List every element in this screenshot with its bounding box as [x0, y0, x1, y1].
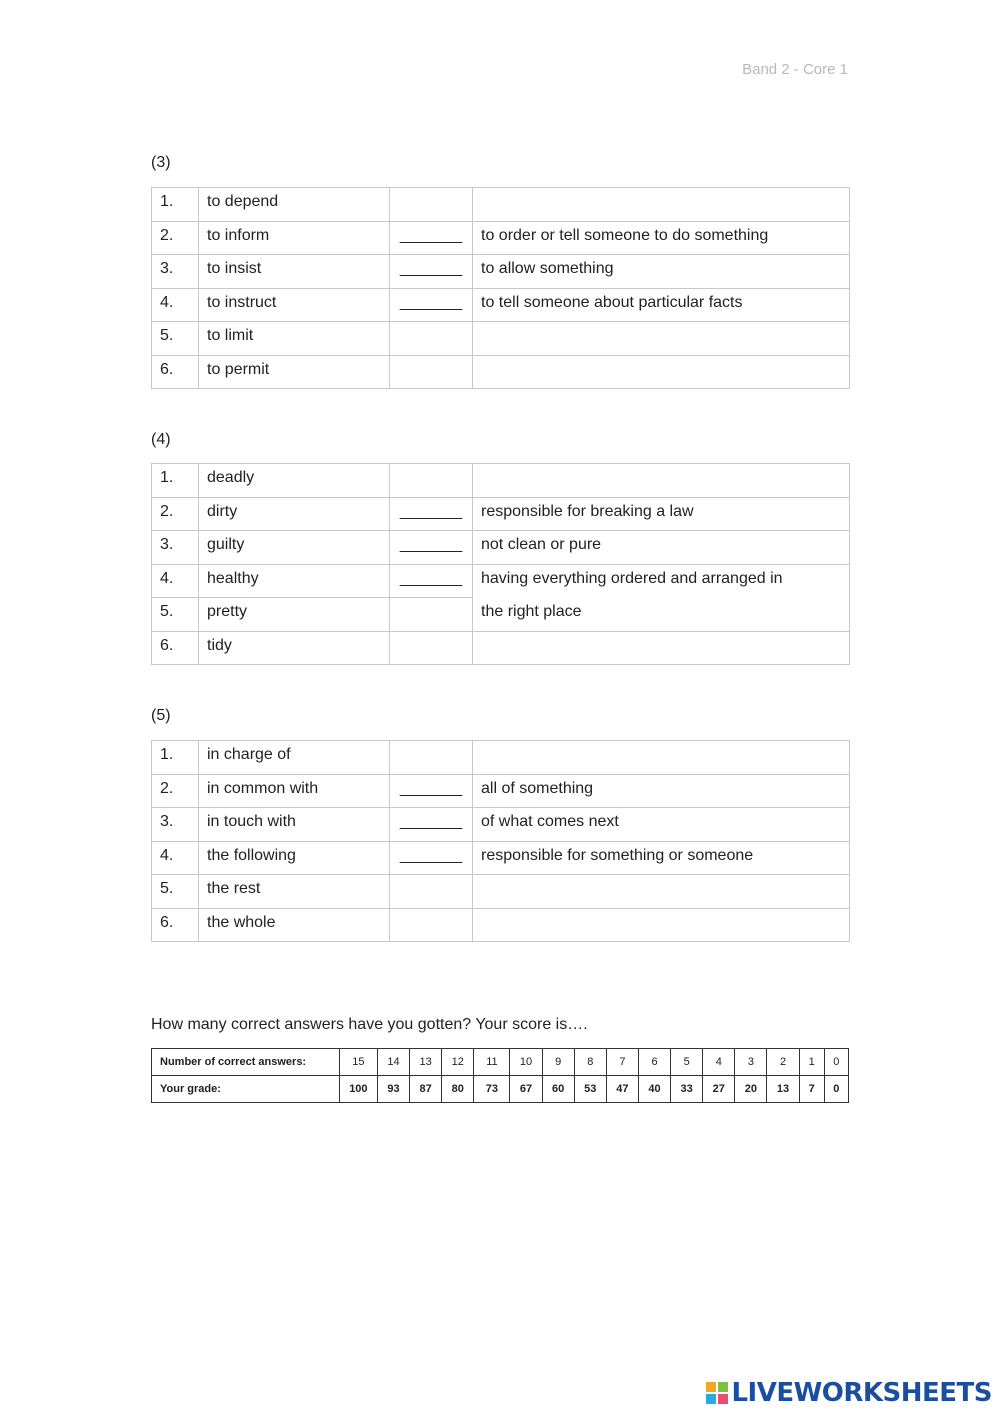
table-row [152, 808, 850, 842]
definition [473, 741, 850, 775]
term: healthy [199, 564, 390, 598]
page-header: Band 2 - Core 1 [742, 61, 848, 78]
section-label-5: (5) [151, 707, 171, 724]
definition: to order or tell someone to do something [473, 221, 850, 255]
definition: responsible for breaking a law [473, 497, 850, 531]
table-row [152, 497, 850, 531]
answer-count: 9 [542, 1049, 574, 1076]
term: to permit [199, 355, 390, 389]
answer-blank[interactable]: _______ [390, 288, 473, 322]
definition: to tell someone about particular facts [473, 288, 850, 322]
grade-value: 20 [735, 1076, 767, 1103]
term: to depend [199, 188, 390, 222]
answer-blank[interactable]: _______ [390, 808, 473, 842]
grade-value: 53 [574, 1076, 606, 1103]
score-grades-row [152, 1076, 849, 1103]
answer-blank[interactable]: _______ [390, 531, 473, 565]
row-number: 1. [152, 464, 199, 498]
answer-count: 12 [442, 1049, 474, 1076]
definition [473, 631, 850, 665]
answer-count: 13 [410, 1049, 442, 1076]
answers-label: Number of correct answers: [152, 1049, 340, 1076]
answer-blank [390, 322, 473, 356]
answer-count: 0 [824, 1049, 848, 1076]
grade-value: 100 [339, 1076, 377, 1103]
answer-blank[interactable]: _______ [390, 841, 473, 875]
row-number: 3. [152, 808, 199, 842]
score-question: How many correct answers have you gotten? Your score is…. [151, 1016, 588, 1033]
table-row [152, 221, 850, 255]
grade-value: 93 [377, 1076, 409, 1103]
definition [473, 355, 850, 389]
row-number: 6. [152, 355, 199, 389]
answer-blank [390, 741, 473, 775]
answer-blank[interactable]: _______ [390, 497, 473, 531]
table-row [152, 464, 850, 498]
grade-label: Your grade: [152, 1076, 340, 1103]
table-row [152, 355, 850, 389]
answer-count: 4 [703, 1049, 735, 1076]
grade-value: 47 [606, 1076, 638, 1103]
term: pretty [199, 598, 390, 632]
definition: the right place [473, 598, 850, 632]
answer-count: 1 [799, 1049, 824, 1076]
table-row [152, 531, 850, 565]
definition: having everything ordered and arranged in [473, 564, 850, 598]
answer-blank [390, 631, 473, 665]
row-number: 3. [152, 531, 199, 565]
row-number: 2. [152, 497, 199, 531]
answer-count: 8 [574, 1049, 606, 1076]
definition [473, 464, 850, 498]
row-number: 5. [152, 875, 199, 909]
term: tidy [199, 631, 390, 665]
answer-count: 15 [339, 1049, 377, 1076]
definition: all of something [473, 774, 850, 808]
term: the rest [199, 875, 390, 909]
row-number: 2. [152, 774, 199, 808]
row-number: 6. [152, 631, 199, 665]
answer-blank [390, 908, 473, 942]
definition [473, 875, 850, 909]
score-answers-row [152, 1049, 849, 1076]
table-row [152, 255, 850, 289]
answer-count: 7 [606, 1049, 638, 1076]
table-row [152, 908, 850, 942]
table-row [152, 598, 850, 632]
answer-count: 6 [638, 1049, 670, 1076]
table-row [152, 774, 850, 808]
answer-count: 14 [377, 1049, 409, 1076]
answer-blank[interactable]: _______ [390, 564, 473, 598]
row-number: 2. [152, 221, 199, 255]
liveworksheets-brand[interactable] [706, 1379, 992, 1407]
table-row [152, 631, 850, 665]
grade-value: 33 [671, 1076, 703, 1103]
table-row [152, 564, 850, 598]
row-number: 4. [152, 841, 199, 875]
section-label-3: (3) [151, 154, 171, 171]
answer-count: 3 [735, 1049, 767, 1076]
score-table [151, 1048, 849, 1103]
brand-text: LIVEWORKSHEETS [731, 1378, 992, 1408]
grade-value: 13 [767, 1076, 799, 1103]
table-row [152, 288, 850, 322]
definition [473, 322, 850, 356]
match-table-3 [151, 187, 850, 389]
definition [473, 188, 850, 222]
term: to instruct [199, 288, 390, 322]
table-row [152, 741, 850, 775]
term: to insist [199, 255, 390, 289]
grade-value: 40 [638, 1076, 670, 1103]
answer-blank[interactable]: _______ [390, 255, 473, 289]
term: to limit [199, 322, 390, 356]
row-number: 5. [152, 598, 199, 632]
row-number: 5. [152, 322, 199, 356]
definition [473, 908, 850, 942]
match-table-5 [151, 740, 850, 942]
answer-blank[interactable]: _______ [390, 774, 473, 808]
answer-blank[interactable]: _______ [390, 221, 473, 255]
answer-blank [390, 464, 473, 498]
answer-blank [390, 188, 473, 222]
answer-count: 2 [767, 1049, 799, 1076]
table-row [152, 322, 850, 356]
grade-value: 67 [510, 1076, 542, 1103]
term: in common with [199, 774, 390, 808]
answer-blank [390, 598, 473, 632]
answer-blank [390, 875, 473, 909]
grade-value: 87 [410, 1076, 442, 1103]
definition: not clean or pure [473, 531, 850, 565]
grade-value: 27 [703, 1076, 735, 1103]
term: in touch with [199, 808, 390, 842]
row-number: 4. [152, 288, 199, 322]
table-row [152, 188, 850, 222]
term: dirty [199, 497, 390, 531]
match-table-4 [151, 463, 850, 665]
term: the whole [199, 908, 390, 942]
definition: of what comes next [473, 808, 850, 842]
answer-blank [390, 355, 473, 389]
table-row [152, 875, 850, 909]
term: guilty [199, 531, 390, 565]
definition: to allow something [473, 255, 850, 289]
definition: responsible for something or someone [473, 841, 850, 875]
row-number: 4. [152, 564, 199, 598]
grade-value: 60 [542, 1076, 574, 1103]
row-number: 6. [152, 908, 199, 942]
grade-value: 73 [474, 1076, 510, 1103]
grade-value: 7 [799, 1076, 824, 1103]
liveworksheets-logo-icon [706, 1382, 728, 1404]
answer-count: 5 [671, 1049, 703, 1076]
term: to inform [199, 221, 390, 255]
term: the following [199, 841, 390, 875]
row-number: 1. [152, 741, 199, 775]
grade-value: 0 [824, 1076, 848, 1103]
grade-value: 80 [442, 1076, 474, 1103]
term: deadly [199, 464, 390, 498]
row-number: 3. [152, 255, 199, 289]
term: in charge of [199, 741, 390, 775]
answer-count: 10 [510, 1049, 542, 1076]
answer-count: 11 [474, 1049, 510, 1076]
section-label-4: (4) [151, 431, 171, 448]
row-number: 1. [152, 188, 199, 222]
table-row [152, 841, 850, 875]
